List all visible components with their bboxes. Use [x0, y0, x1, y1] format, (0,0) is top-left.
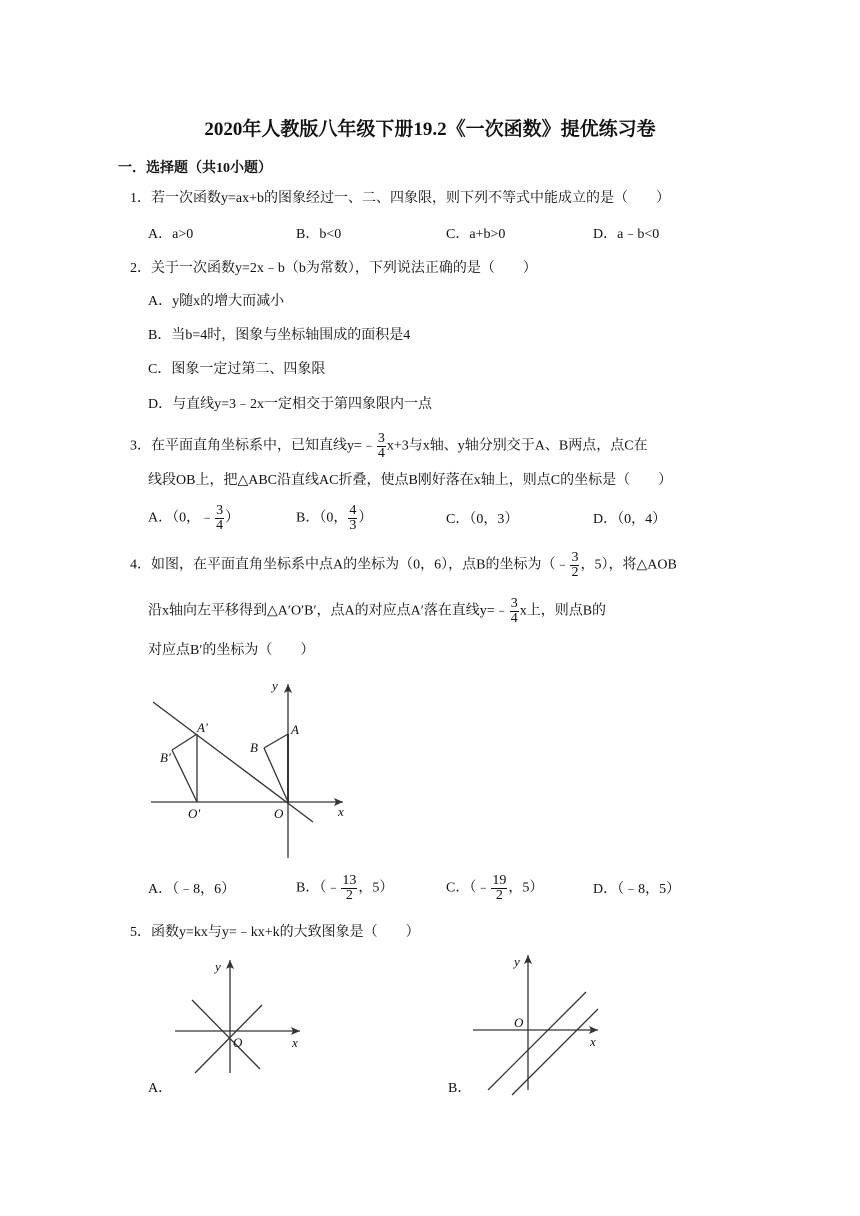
fraction-3-4: $\frac{3}{4}$: [510, 596, 518, 626]
q2-option-a[interactable]: A．y随x的增大而减小: [148, 294, 285, 309]
q1-option-a[interactable]: A．a>0: [148, 227, 194, 242]
label-o-prime: O': [188, 806, 201, 821]
label-x: x: [338, 804, 344, 819]
question-4-line-3: 对应点B′的坐标为（ ）: [148, 643, 315, 658]
question-3-line-1: 3．在平面直角坐标系中，已知直线y=﹣ $\frac{3}{4}$ x+3与x轴、y轴分别交于A、B两点，点C在: [130, 431, 648, 461]
q5-option-b[interactable]: B．: [448, 1081, 472, 1096]
line-kx: [195, 1005, 262, 1073]
fraction-19-2: $\frac{19}{2}$: [492, 873, 507, 903]
label-o: O: [514, 1015, 524, 1030]
question-5-stem: 5．函数y=kx与y=﹣kx+k的大致图象是（ ）: [130, 925, 420, 940]
label-y: y: [514, 954, 520, 969]
label-b-prime: B': [160, 750, 171, 765]
q2-option-d[interactable]: D．与直线y=3﹣2x一定相交于第四象限内一点: [148, 397, 433, 412]
q5-option-a[interactable]: A．: [148, 1081, 173, 1096]
fraction-13-2: $\frac{13}{2}$: [342, 873, 357, 903]
label-o: O: [233, 1035, 243, 1050]
line-neg-kx-plus-k: [192, 1000, 260, 1069]
label-y: y: [215, 959, 221, 974]
line-kx: [488, 992, 586, 1090]
q1-option-c[interactable]: C．a+b>0: [446, 227, 506, 242]
label-a-prime: A': [197, 720, 208, 735]
line-neg-kx-plus-k: [512, 1009, 598, 1095]
fraction-3-2: $\frac{3}{2}$: [571, 550, 579, 580]
q5-option-a-figure[interactable]: [170, 955, 310, 1075]
label-b: B: [250, 740, 258, 755]
q4-option-c[interactable]: C．（﹣ $\frac{19}{2}$ ，5）: [446, 873, 544, 903]
question-4-line-2: 沿x轴向左平移得到△A′O′B′，点A的对应点A′落在直线y=﹣ $\frac{3}{4}$ x上，则点B的: [148, 596, 607, 626]
label-x: x: [292, 1035, 298, 1050]
fraction-3-4: $\frac{3}{4}$: [216, 503, 224, 533]
q4-option-a[interactable]: A．（﹣8，6）: [148, 882, 236, 897]
question-1-stem: 1．若一次函数y=ax+b的图象经过一、二、四象限，则下列不等式中能成立的是（ ）: [130, 191, 671, 206]
question-4-line-1: 4．如图，在平面直角坐标系中点A的坐标为（0，6），点B的坐标为（﹣ $\frac{3}{2}$ ，5），将△AOB: [130, 550, 677, 580]
q1-option-b[interactable]: B．b<0: [296, 227, 342, 242]
segment-b-a: [264, 734, 288, 748]
question-3-line-2: 线段OB上，把△ABC沿直线AC折叠，使点B刚好落在x轴上，则点C的坐标是（ ）: [148, 473, 673, 488]
q1-option-d[interactable]: D．a﹣b<0: [593, 227, 660, 242]
fraction-4-3: $\frac{4}{3}$: [349, 503, 357, 533]
page-title: 2020年人教版八年级下册19.2《一次函数》提优练习卷: [204, 119, 656, 140]
q4-option-b[interactable]: B．（﹣ $\frac{13}{2}$ ，5）: [296, 873, 394, 903]
label-o: O: [274, 806, 284, 821]
q3-option-c[interactable]: C．（0，3）: [446, 512, 519, 527]
question-2-stem: 2．关于一次函数y=2x﹣b（b为常数），下列说法正确的是（ ）: [130, 261, 537, 276]
fraction-3-4: $\frac{3}{4}$: [377, 431, 385, 461]
q3-option-d[interactable]: D．（0，4）: [593, 512, 667, 527]
section-heading: 一．选择题（共10小题）: [118, 161, 272, 176]
q3-option-b[interactable]: B．（0， $\frac{4}{3}$ ）: [296, 503, 373, 533]
q4-coordinate-figure: [148, 676, 368, 866]
q3-option-a[interactable]: A．（0，﹣ $\frac{3}{4}$ ）: [148, 503, 240, 533]
segment-a1-b1: [172, 734, 197, 750]
q4-option-d[interactable]: D．（﹣8，5）: [593, 882, 681, 897]
segment-b1-o1: [172, 750, 197, 802]
label-y: y: [272, 678, 278, 693]
q5-option-b-figure[interactable]: [470, 950, 620, 1100]
label-x: x: [590, 1034, 596, 1049]
q2-option-b[interactable]: B．当b=4时，图象与坐标轴围成的面积是4: [148, 328, 411, 343]
label-a: A: [291, 722, 299, 737]
q2-option-c[interactable]: C．图象一定过第二、四象限: [148, 362, 326, 377]
